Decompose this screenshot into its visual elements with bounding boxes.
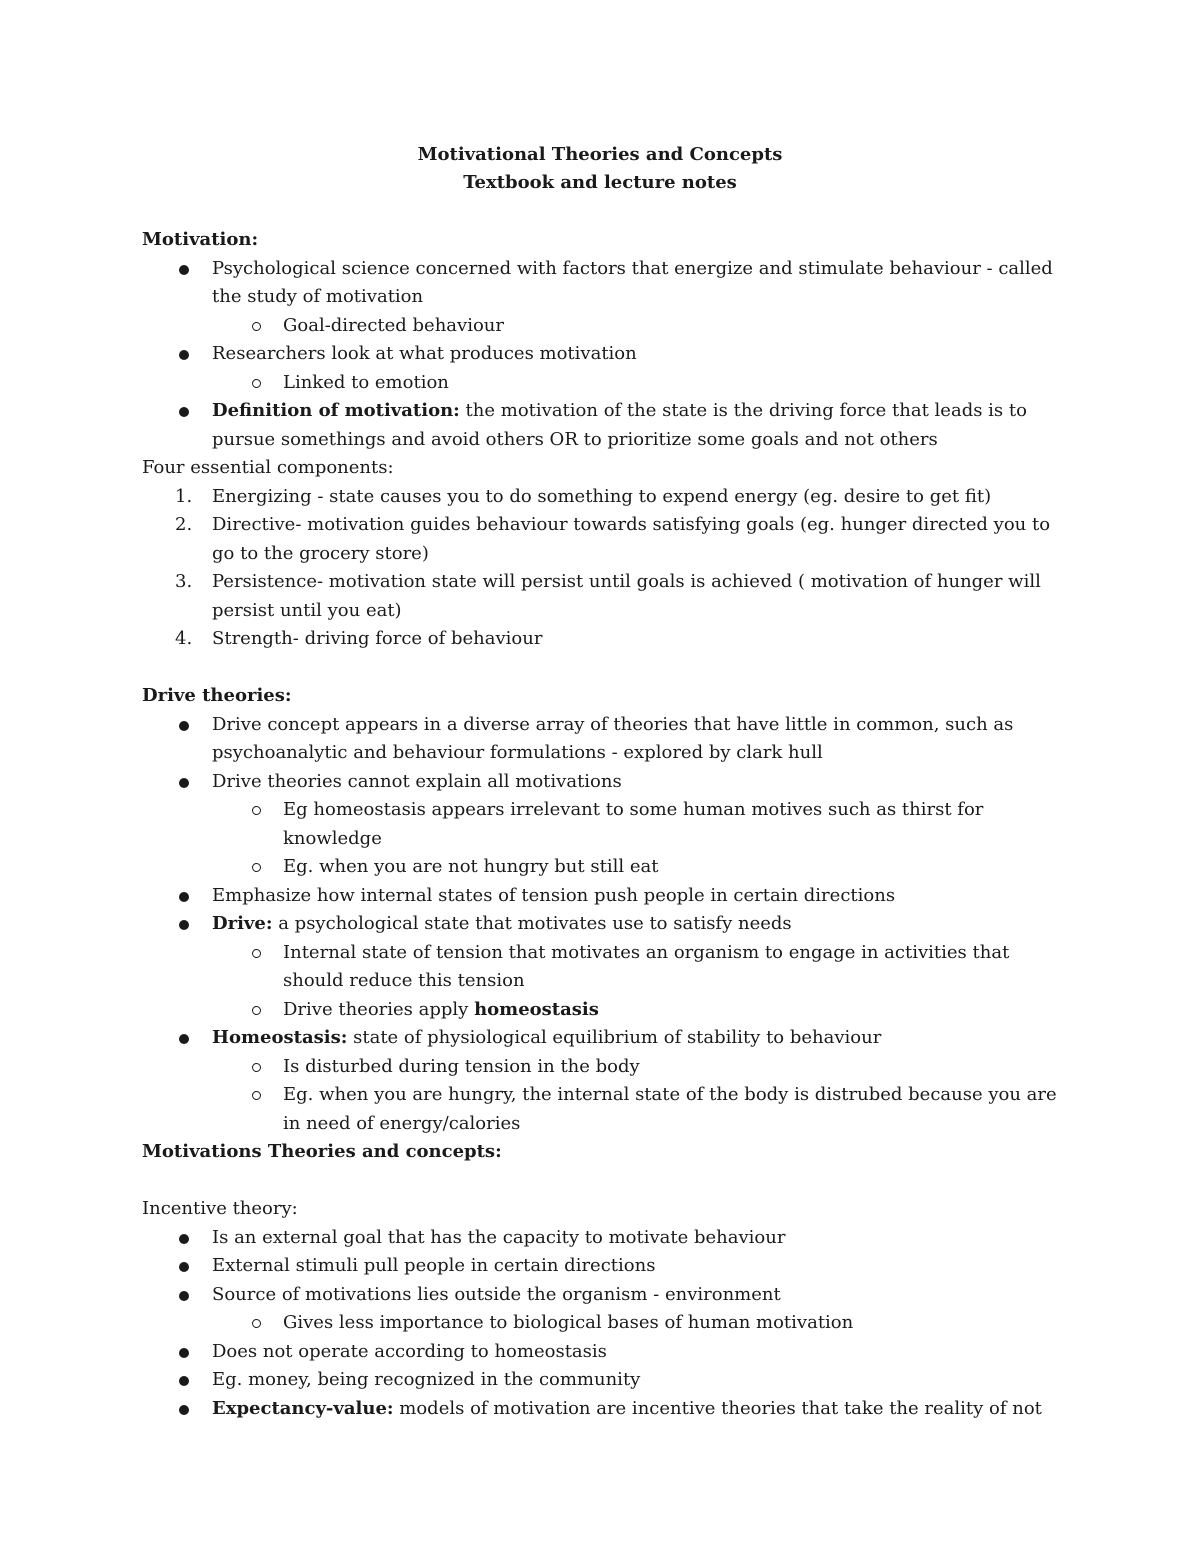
- list-item-text: Eg. when you are not hungry but still eat: [283, 856, 659, 877]
- document-body: [142, 226, 1062, 1423]
- circle-bullet-icon: [252, 379, 261, 388]
- sub-list-item: [142, 312, 1062, 341]
- bullet-icon: [179, 1376, 189, 1386]
- drive-list: [142, 711, 1062, 1139]
- components-list: [142, 483, 1062, 654]
- document-title: Motivational Theories and Concepts: [417, 144, 783, 165]
- circle-bullet-icon: [252, 1006, 261, 1015]
- list-item-text: Goal-directed behaviour: [283, 314, 504, 336]
- list-item: [142, 255, 1062, 312]
- list-item-text: Strength- driving force of behaviour: [212, 628, 543, 649]
- incentive-theory-label: Incentive theory:: [142, 1198, 298, 1219]
- incentive-list: [142, 1224, 1062, 1424]
- numbered-item: [142, 511, 1062, 568]
- circle-bullet-icon: [252, 322, 261, 331]
- list-item: [142, 1281, 1062, 1310]
- motivation-list: [142, 255, 1062, 455]
- circle-bullet-icon: [252, 949, 261, 958]
- spacer: [142, 654, 1062, 683]
- spacer: [142, 1167, 1062, 1196]
- item-number: 3.: [175, 571, 193, 592]
- term-expectancy-value: Expectancy-value:: [212, 1397, 394, 1419]
- section-heading-motivation: Motivation:: [142, 229, 259, 250]
- list-item: [142, 1024, 1062, 1053]
- list-item-text: Researchers look at what produces motivation: [212, 343, 637, 364]
- sub-list-item: [142, 369, 1062, 398]
- list-item-text: Drive theories apply: [283, 998, 475, 1020]
- list-item-text: Is an external goal that has the capacity to motivate behaviour: [212, 1226, 786, 1248]
- list-item-text: Linked to emotion: [283, 371, 449, 393]
- numbered-item: [142, 625, 1062, 654]
- sub-list-item: [142, 939, 1062, 996]
- sub-list-item: [142, 996, 1062, 1025]
- sub-list-item: [142, 1053, 1062, 1082]
- list-item: [142, 910, 1062, 939]
- item-number: 4.: [175, 628, 193, 649]
- list-item: [142, 1252, 1062, 1281]
- section-heading-drive-theories: Drive theories:: [142, 685, 292, 706]
- bullet-icon: [179, 721, 189, 731]
- bullet-icon: [179, 1291, 189, 1301]
- numbered-item: [142, 483, 1062, 512]
- bullet-icon: [179, 1348, 189, 1358]
- list-item: [142, 397, 1062, 454]
- term-homeostasis-definition: Homeostasis:: [212, 1027, 348, 1048]
- section-heading-motivations-theories: Motivations Theories and concepts:: [142, 1141, 502, 1162]
- sub-list-item: [142, 853, 1062, 882]
- title-block: [0, 141, 1200, 197]
- list-item-text: Drive concept appears in a diverse array of theories that have little in common, such as psychoanalytic and behaviour formulations - explored by clark hull: [212, 713, 1014, 763]
- list-item-text: Internal state of tension that motivates an organism to engage in activities that should reduce this tension: [283, 941, 1010, 991]
- list-item-text: Directive- motivation guides behaviour towards satisfying goals (eg. hunger directed you to go to the grocery store): [212, 514, 1051, 564]
- sub-list-item: [142, 1081, 1062, 1138]
- circle-bullet-icon: [252, 1091, 261, 1100]
- circle-bullet-icon: [252, 1063, 261, 1072]
- list-item-text: Eg. when you are hungry, the internal state of the body is distrubed because you are in need of energy/calories: [283, 1084, 1057, 1134]
- list-item: [142, 340, 1062, 369]
- bullet-icon: [179, 920, 189, 930]
- sub-list-item: [142, 796, 1062, 853]
- list-item-text: Source of motivations lies outside the organism - environment: [212, 1283, 781, 1305]
- bullet-icon: [179, 407, 189, 417]
- bullet-icon: [179, 1234, 189, 1244]
- list-item: [142, 1395, 1062, 1424]
- circle-bullet-icon: [252, 863, 261, 872]
- list-item-text: Eg homeostasis appears irrelevant to some human motives such as thirst for knowledge: [283, 799, 984, 849]
- bullet-icon: [179, 778, 189, 788]
- list-item: [142, 768, 1062, 797]
- bullet-icon: [179, 1034, 189, 1044]
- list-item: [142, 711, 1062, 768]
- list-item-text: state of physiological equilibrium of stability to behaviour: [347, 1027, 882, 1048]
- list-item: [142, 882, 1062, 911]
- list-item: [142, 1338, 1062, 1367]
- list-item-text: Psychological science concerned with factors that energize and stimulate behaviour - called the study of motivation: [212, 257, 1053, 307]
- sub-list-item: [142, 1309, 1062, 1338]
- bullet-icon: [179, 892, 189, 902]
- list-item-text: Energizing - state causes you to do something to expend energy (eg. desire to get fit): [212, 485, 992, 507]
- term-homeostasis: homeostasis: [474, 998, 599, 1020]
- list-item-text: Emphasize how internal states of tension push people in certain directions: [212, 884, 896, 906]
- bullet-icon: [179, 1405, 189, 1415]
- bullet-icon: [179, 350, 189, 360]
- list-item-text: a psychological state that motivates use to satisfy needs: [272, 913, 792, 934]
- list-item-text: models of motivation are incentive theories that take the reality of not: [393, 1397, 1042, 1419]
- list-item-text: Does not operate according to homeostasis: [212, 1340, 607, 1362]
- list-item-text: Gives less importance to biological bases of human motivation: [283, 1312, 854, 1333]
- list-item-text: the motivation of the state is the driving force that leads is to pursue somethings and avoid others OR to prioritize some goals and not others: [212, 400, 1027, 450]
- bullet-icon: [179, 265, 189, 275]
- list-item-text: External stimuli pull people in certain directions: [212, 1255, 656, 1276]
- list-item-text: Persistence- motivation state will persist until goals is achieved ( motivation of hunger will persist until you eat): [212, 571, 1041, 621]
- list-item: [142, 1366, 1062, 1395]
- circle-bullet-icon: [252, 1319, 261, 1328]
- list-item: [142, 1224, 1062, 1253]
- term-drive: Drive:: [212, 913, 273, 934]
- list-item-text: Eg. money, being recognized in the community: [212, 1369, 641, 1390]
- list-item-text: Is disturbed during tension in the body: [283, 1055, 640, 1077]
- list-item-text: Drive theories cannot explain all motivations: [212, 770, 622, 792]
- item-number: 1.: [175, 485, 193, 507]
- circle-bullet-icon: [252, 806, 261, 815]
- document-subtitle: Textbook and lecture notes: [463, 172, 737, 193]
- term-definition-of-motivation: Definition of motivation:: [212, 400, 460, 421]
- components-intro: Four essential components:: [142, 457, 394, 478]
- bullet-icon: [179, 1262, 189, 1272]
- numbered-item: [142, 568, 1062, 625]
- item-number: 2.: [175, 514, 193, 535]
